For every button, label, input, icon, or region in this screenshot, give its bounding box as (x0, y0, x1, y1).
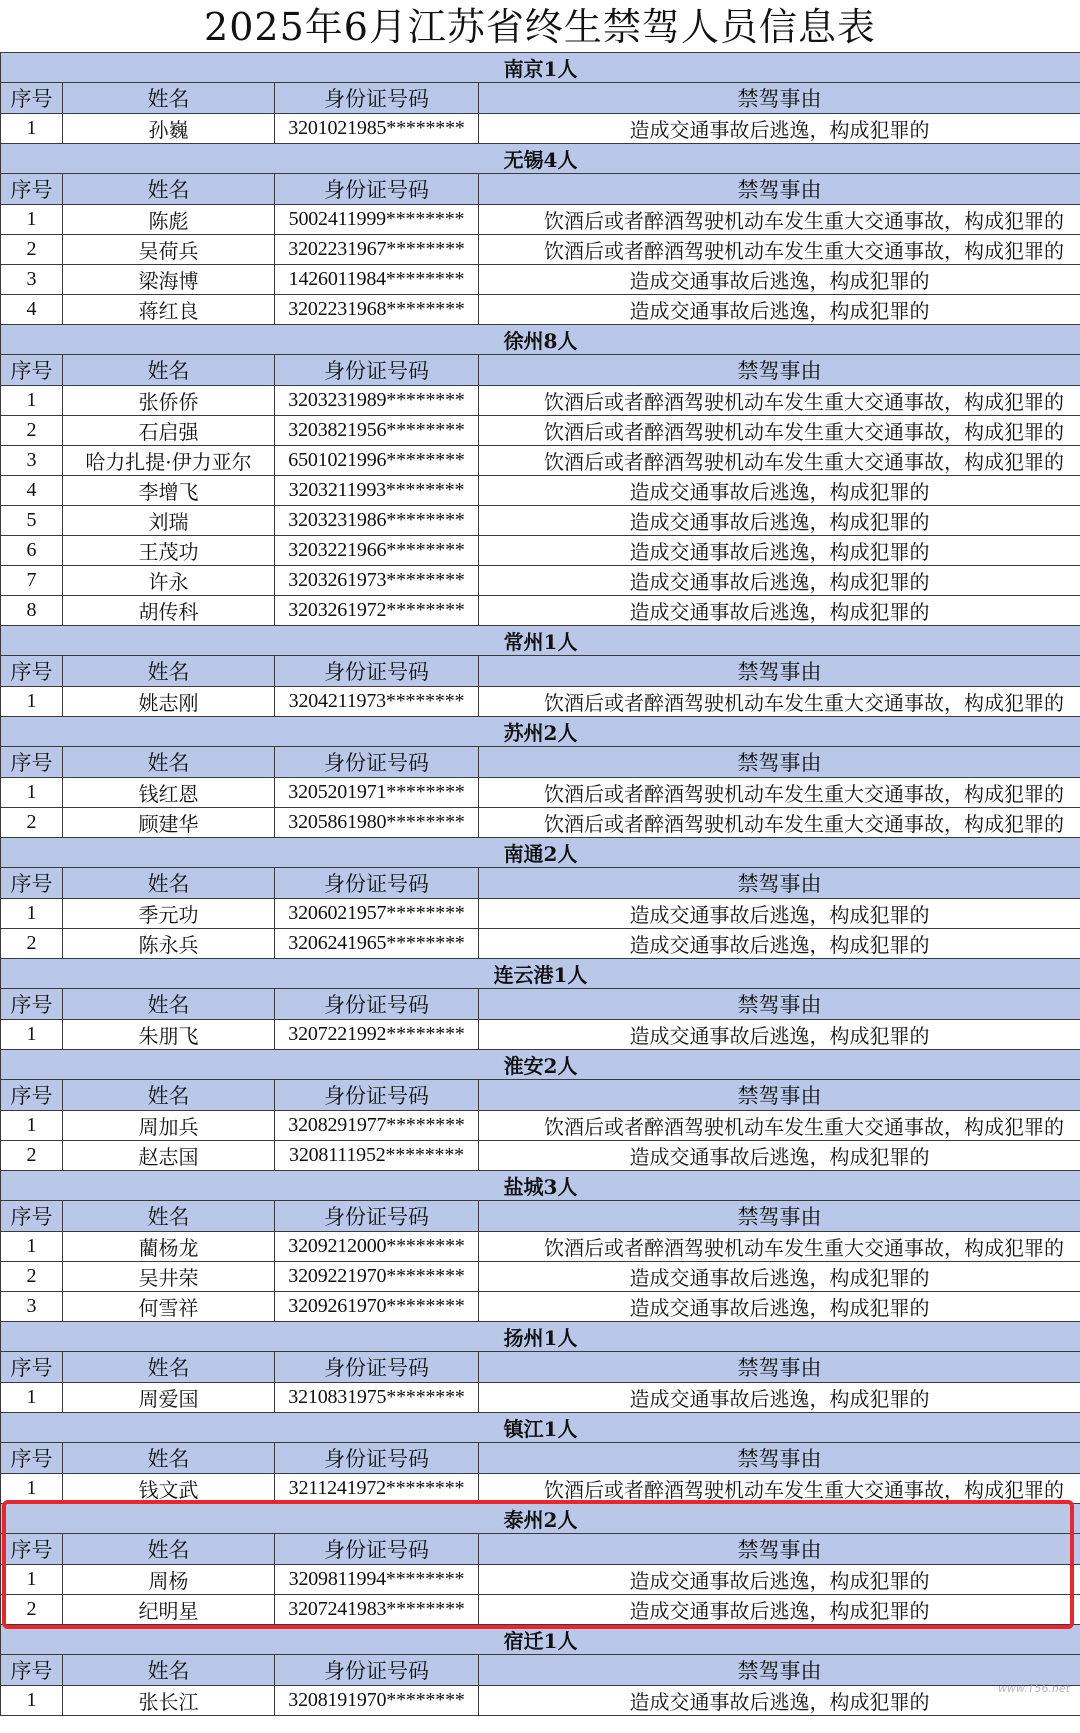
table-row (1, 416, 1080, 446)
region-label: 淮安2人 (1, 1050, 1080, 1080)
table-row (1, 1111, 1080, 1141)
id-number: 3203231986******** (275, 506, 479, 536)
row-index: 1 (1, 899, 63, 929)
column-header-index: 序号 (1, 83, 63, 114)
region-label: 无锡4人 (1, 144, 1080, 174)
row-index: 1 (1, 1111, 63, 1141)
id-number: 3201021985******** (275, 114, 479, 144)
column-header-index: 序号 (1, 1352, 63, 1383)
row-index: 2 (1, 1141, 63, 1171)
column-header-name: 姓名 (63, 83, 275, 114)
table-row (1, 235, 1080, 265)
column-header-id: 身份证号码 (275, 1534, 479, 1565)
region-label: 常州1人 (1, 626, 1080, 656)
table-row (1, 1565, 1080, 1595)
row-index: 2 (1, 1595, 63, 1625)
person-name: 李增飞 (63, 476, 275, 506)
person-name: 藺杨龙 (63, 1232, 275, 1262)
id-number: 3208111952******** (275, 1141, 479, 1171)
row-index: 1 (1, 1232, 63, 1262)
column-header-id: 身份证号码 (275, 83, 479, 114)
column-header-name: 姓名 (63, 1534, 275, 1565)
table-row (1, 446, 1080, 476)
ban-reason: 饮酒后或者醉酒驾驶机动车发生重大交通事故，构成犯罪的 (479, 808, 1080, 838)
column-header-index: 序号 (1, 1655, 63, 1686)
region-label: 盐城3人 (1, 1171, 1080, 1201)
column-header-reason: 禁驾事由 (479, 1352, 1080, 1383)
row-index: 7 (1, 566, 63, 596)
ban-reason: 饮酒后或者醉酒驾驶机动车发生重大交通事故，构成犯罪的 (479, 1474, 1080, 1504)
column-header-reason: 禁驾事由 (479, 1443, 1080, 1474)
column-header-id: 身份证号码 (275, 1080, 479, 1111)
id-number: 3202231967******** (275, 235, 479, 265)
table-row (1, 1232, 1080, 1262)
region-row (1, 144, 1080, 174)
column-header-index: 序号 (1, 747, 63, 778)
region-row (1, 959, 1080, 989)
column-header-index: 序号 (1, 355, 63, 386)
ban-reason: 饮酒后或者醉酒驾驶机动车发生重大交通事故，构成犯罪的 (479, 687, 1080, 717)
column-header-index: 序号 (1, 989, 63, 1020)
row-index: 4 (1, 476, 63, 506)
table-row (1, 1141, 1080, 1171)
row-index: 2 (1, 929, 63, 959)
row-index: 1 (1, 1565, 63, 1595)
id-number: 3208291977******** (275, 1111, 479, 1141)
person-name: 梁海博 (63, 265, 275, 295)
id-number: 3206241965******** (275, 929, 479, 959)
id-number: 3203211993******** (275, 476, 479, 506)
table-row (1, 1686, 1080, 1716)
column-header-row (1, 1655, 1080, 1686)
column-header-reason: 禁驾事由 (479, 989, 1080, 1020)
region-row (1, 1625, 1080, 1655)
column-header-id: 身份证号码 (275, 355, 479, 386)
column-header-name: 姓名 (63, 868, 275, 899)
column-header-reason: 禁驾事由 (479, 174, 1080, 205)
person-name: 赵志国 (63, 1141, 275, 1171)
row-index: 1 (1, 687, 63, 717)
row-index: 2 (1, 416, 63, 446)
person-name: 许永 (63, 566, 275, 596)
table-row (1, 1020, 1080, 1050)
region-label: 南京1人 (1, 53, 1080, 83)
column-header-reason: 禁驾事由 (479, 1080, 1080, 1111)
ban-reason: 造成交通事故后逃逸，构成犯罪的 (479, 1686, 1080, 1716)
column-header-name: 姓名 (63, 1443, 275, 1474)
id-number: 3211241972******** (275, 1474, 479, 1504)
ban-reason: 造成交通事故后逃逸，构成犯罪的 (479, 1292, 1080, 1322)
region-row (1, 626, 1080, 656)
column-header-name: 姓名 (63, 174, 275, 205)
row-index: 8 (1, 596, 63, 626)
table-row (1, 1595, 1080, 1625)
person-name: 周加兵 (63, 1111, 275, 1141)
region-row (1, 1050, 1080, 1080)
person-name: 陈彪 (63, 205, 275, 235)
ban-reason: 饮酒后或者醉酒驾驶机动车发生重大交通事故，构成犯罪的 (479, 205, 1080, 235)
person-name: 石启强 (63, 416, 275, 446)
ban-reason: 造成交通事故后逃逸，构成犯罪的 (479, 1383, 1080, 1413)
ban-reason: 造成交通事故后逃逸，构成犯罪的 (479, 1565, 1080, 1595)
region-row (1, 325, 1080, 355)
column-header-row (1, 656, 1080, 687)
person-name: 顾建华 (63, 808, 275, 838)
banned-drivers-table (0, 52, 1080, 1716)
column-header-name: 姓名 (63, 1080, 275, 1111)
ban-reason: 饮酒后或者醉酒驾驶机动车发生重大交通事故，构成犯罪的 (479, 416, 1080, 446)
ban-reason: 饮酒后或者醉酒驾驶机动车发生重大交通事故，构成犯罪的 (479, 1232, 1080, 1262)
watermark: www.T56.net (997, 1682, 1070, 1695)
column-header-row (1, 1534, 1080, 1565)
table-row (1, 808, 1080, 838)
ban-reason: 饮酒后或者醉酒驾驶机动车发生重大交通事故，构成犯罪的 (479, 386, 1080, 416)
row-index: 6 (1, 536, 63, 566)
column-header-id: 身份证号码 (275, 1201, 479, 1232)
person-name: 哈力扎提·伊力亚尔 (63, 446, 275, 476)
person-name: 钱文武 (63, 1474, 275, 1504)
row-index: 2 (1, 235, 63, 265)
region-row (1, 1322, 1080, 1352)
column-header-reason: 禁驾事由 (479, 355, 1080, 386)
id-number: 3209261970******** (275, 1292, 479, 1322)
person-name: 吴井荣 (63, 1262, 275, 1292)
person-name: 张长江 (63, 1686, 275, 1716)
row-index: 4 (1, 295, 63, 325)
row-index: 2 (1, 808, 63, 838)
row-index: 2 (1, 1262, 63, 1292)
ban-reason: 造成交通事故后逃逸，构成犯罪的 (479, 899, 1080, 929)
column-header-reason: 禁驾事由 (479, 747, 1080, 778)
ban-reason: 造成交通事故后逃逸，构成犯罪的 (479, 295, 1080, 325)
person-name: 胡传科 (63, 596, 275, 626)
ban-reason: 造成交通事故后逃逸，构成犯罪的 (479, 596, 1080, 626)
id-number: 3203821956******** (275, 416, 479, 446)
column-header-id: 身份证号码 (275, 747, 479, 778)
page-title: 2025年6月江苏省终生禁驾人员信息表 (204, 5, 876, 49)
person-name: 蒋红良 (63, 295, 275, 325)
region-row (1, 1413, 1080, 1443)
column-header-name: 姓名 (63, 1655, 275, 1686)
ban-reason: 造成交通事故后逃逸，构成犯罪的 (479, 1595, 1080, 1625)
region-label: 镇江1人 (1, 1413, 1080, 1443)
person-name: 季元功 (63, 899, 275, 929)
table-row (1, 536, 1080, 566)
column-header-row (1, 1201, 1080, 1232)
column-header-id: 身份证号码 (275, 1655, 479, 1686)
id-number: 3202231968******** (275, 295, 479, 325)
id-number: 3203221966******** (275, 536, 479, 566)
table-row (1, 476, 1080, 506)
column-header-row (1, 174, 1080, 205)
region-label: 扬州1人 (1, 1322, 1080, 1352)
id-number: 3205201971******** (275, 778, 479, 808)
table-row (1, 205, 1080, 235)
column-header-name: 姓名 (63, 355, 275, 386)
id-number: 3208191970******** (275, 1686, 479, 1716)
person-name: 朱朋飞 (63, 1020, 275, 1050)
table-row (1, 295, 1080, 325)
column-header-name: 姓名 (63, 1352, 275, 1383)
table-row (1, 687, 1080, 717)
column-header-index: 序号 (1, 1534, 63, 1565)
person-name: 周爱国 (63, 1383, 275, 1413)
person-name: 孙巍 (63, 114, 275, 144)
ban-reason: 造成交通事故后逃逸，构成犯罪的 (479, 536, 1080, 566)
ban-reason: 造成交通事故后逃逸，构成犯罪的 (479, 265, 1080, 295)
ban-reason: 造成交通事故后逃逸，构成犯罪的 (479, 1141, 1080, 1171)
column-header-id: 身份证号码 (275, 656, 479, 687)
column-header-reason: 禁驾事由 (479, 1655, 1080, 1686)
id-number: 3209212000******** (275, 1232, 479, 1262)
row-index: 1 (1, 1383, 63, 1413)
row-index: 3 (1, 1292, 63, 1322)
person-name: 周杨 (63, 1565, 275, 1595)
region-label: 连云港1人 (1, 959, 1080, 989)
region-row (1, 53, 1080, 83)
table-row (1, 1383, 1080, 1413)
person-name: 王茂功 (63, 536, 275, 566)
table-row (1, 596, 1080, 626)
column-header-id: 身份证号码 (275, 1443, 479, 1474)
id-number: 6501021996******** (275, 446, 479, 476)
column-header-row (1, 1080, 1080, 1111)
column-header-index: 序号 (1, 656, 63, 687)
row-index: 1 (1, 386, 63, 416)
region-row (1, 838, 1080, 868)
ban-reason: 饮酒后或者醉酒驾驶机动车发生重大交通事故，构成犯罪的 (479, 1111, 1080, 1141)
row-index: 1 (1, 1474, 63, 1504)
table-row (1, 778, 1080, 808)
table-row (1, 899, 1080, 929)
person-name: 何雪祥 (63, 1292, 275, 1322)
ban-reason: 饮酒后或者醉酒驾驶机动车发生重大交通事故，构成犯罪的 (479, 235, 1080, 265)
id-number: 3205861980******** (275, 808, 479, 838)
table-row (1, 566, 1080, 596)
id-number: 3207241983******** (275, 1595, 479, 1625)
table-row (1, 386, 1080, 416)
column-header-row (1, 1443, 1080, 1474)
table-row (1, 114, 1080, 144)
person-name: 吴荷兵 (63, 235, 275, 265)
column-header-name: 姓名 (63, 656, 275, 687)
row-index: 3 (1, 265, 63, 295)
row-index: 3 (1, 446, 63, 476)
id-number: 5002411999******** (275, 205, 479, 235)
region-label: 苏州2人 (1, 717, 1080, 747)
column-header-id: 身份证号码 (275, 1352, 479, 1383)
id-number: 3209221970******** (275, 1262, 479, 1292)
table-row (1, 506, 1080, 536)
row-index: 1 (1, 114, 63, 144)
person-name: 张侨侨 (63, 386, 275, 416)
id-number: 1426011984******** (275, 265, 479, 295)
person-name: 姚志刚 (63, 687, 275, 717)
column-header-id: 身份证号码 (275, 989, 479, 1020)
table-row (1, 1292, 1080, 1322)
column-header-id: 身份证号码 (275, 174, 479, 205)
row-index: 5 (1, 506, 63, 536)
column-header-row (1, 355, 1080, 386)
column-header-row (1, 868, 1080, 899)
ban-reason: 造成交通事故后逃逸，构成犯罪的 (479, 476, 1080, 506)
ban-reason: 造成交通事故后逃逸，构成犯罪的 (479, 566, 1080, 596)
region-row (1, 1504, 1080, 1534)
region-row (1, 1171, 1080, 1201)
table-row (1, 929, 1080, 959)
column-header-row (1, 1352, 1080, 1383)
column-header-reason: 禁驾事由 (479, 83, 1080, 114)
row-index: 1 (1, 1020, 63, 1050)
id-number: 3203231989******** (275, 386, 479, 416)
ban-reason: 造成交通事故后逃逸，构成犯罪的 (479, 506, 1080, 536)
table-row (1, 265, 1080, 295)
column-header-reason: 禁驾事由 (479, 868, 1080, 899)
region-label: 南通2人 (1, 838, 1080, 868)
column-header-row (1, 83, 1080, 114)
column-header-reason: 禁驾事由 (479, 1201, 1080, 1232)
ban-reason: 造成交通事故后逃逸，构成犯罪的 (479, 114, 1080, 144)
region-label: 泰州2人 (1, 1504, 1080, 1534)
column-header-reason: 禁驾事由 (479, 1534, 1080, 1565)
person-name: 钱红恩 (63, 778, 275, 808)
id-number: 3209811994******** (275, 1565, 479, 1595)
ban-reason: 造成交通事故后逃逸，构成犯罪的 (479, 1262, 1080, 1292)
column-header-index: 序号 (1, 868, 63, 899)
person-name: 纪明星 (63, 1595, 275, 1625)
column-header-name: 姓名 (63, 989, 275, 1020)
id-number: 3203261972******** (275, 596, 479, 626)
column-header-row (1, 989, 1080, 1020)
region-label: 宿迁1人 (1, 1625, 1080, 1655)
person-name: 陈永兵 (63, 929, 275, 959)
id-number: 3207221992******** (275, 1020, 479, 1050)
column-header-index: 序号 (1, 1443, 63, 1474)
column-header-index: 序号 (1, 174, 63, 205)
region-row (1, 717, 1080, 747)
column-header-name: 姓名 (63, 747, 275, 778)
id-number: 3204211973******** (275, 687, 479, 717)
column-header-id: 身份证号码 (275, 868, 479, 899)
id-number: 3203261973******** (275, 566, 479, 596)
row-index: 1 (1, 1686, 63, 1716)
id-number: 3206021957******** (275, 899, 479, 929)
column-header-row (1, 747, 1080, 778)
region-label: 徐州8人 (1, 325, 1080, 355)
column-header-reason: 禁驾事由 (479, 656, 1080, 687)
id-number: 3210831975******** (275, 1383, 479, 1413)
column-header-name: 姓名 (63, 1201, 275, 1232)
person-name: 刘瑞 (63, 506, 275, 536)
ban-reason: 饮酒后或者醉酒驾驶机动车发生重大交通事故，构成犯罪的 (479, 778, 1080, 808)
ban-reason: 造成交通事故后逃逸，构成犯罪的 (479, 929, 1080, 959)
ban-reason: 造成交通事故后逃逸，构成犯罪的 (479, 1020, 1080, 1050)
column-header-index: 序号 (1, 1080, 63, 1111)
table-row (1, 1474, 1080, 1504)
row-index: 1 (1, 205, 63, 235)
ban-reason: 饮酒后或者醉酒驾驶机动车发生重大交通事故，构成犯罪的 (479, 446, 1080, 476)
row-index: 1 (1, 778, 63, 808)
table-row (1, 1262, 1080, 1292)
column-header-index: 序号 (1, 1201, 63, 1232)
